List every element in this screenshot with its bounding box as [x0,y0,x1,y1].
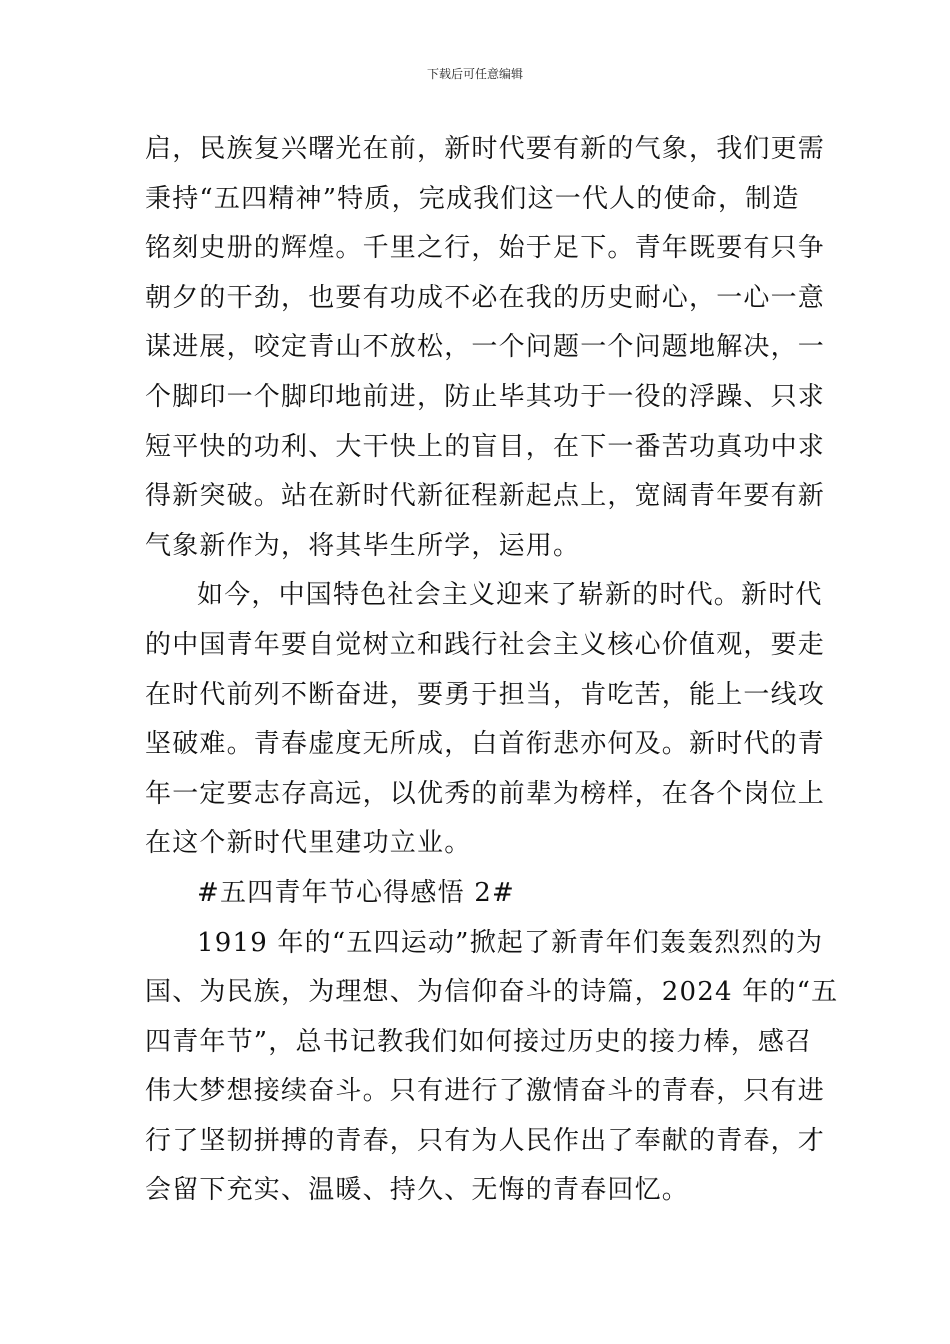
text-line: 伟大梦想接续奋斗。只有进行了激情奋斗的青春，只有进 [145,1076,826,1107]
text-line: 会留下充实、温暖、持久、无悔的青春回忆。 [145,1175,690,1206]
page-header-note: 下载后可任意编辑 [426,67,523,81]
text-line: 在这个新时代里建功立业。 [145,828,472,859]
text-line: 秉持“五四精神”特质，完成我们这一代人的使命，制造 [145,183,800,214]
text-line: 的中国青年要自觉树立和践行社会主义核心价值观，要走 [145,629,826,660]
text-line: 四青年节”，总书记教我们如何接过历史的接力棒，感召 [145,1026,813,1057]
text-line: 个脚印一个脚印地前进，防止毕其功于一役的浮躁、只求 [145,381,826,412]
text-line: 坚破难。青春虚度无所成，白首衔悲亦何及。新时代的青 [145,729,826,760]
text-line: 在时代前列不断奋进，要勇于担当，肯吃苦，能上一线攻 [145,679,826,710]
text-line: 启，民族复兴曙光在前，新时代要有新的气象，我们更需 [145,134,826,164]
text-line: 铭刻史册的辉煌。千里之行，始于足下。青年既要有只争 [145,233,826,264]
text-line: 年一定要志存高远，以优秀的前辈为榜样，在各个岗位上 [145,778,826,809]
section-heading: #五四青年节心得感悟 2# [197,877,515,908]
text-line: 朝夕的干劲，也要有功成不必在我的历史耐心，一心一意 [145,282,826,313]
paragraph-start-line: 如今，中国特色社会主义迎来了崭新的时代。新时代 [197,580,823,611]
text-line: 气象新作为，将其毕生所学，运用。 [145,530,581,561]
text-line: 得新突破。站在新时代新征程新起点上，宽阔青年要有新 [145,481,826,512]
paragraph-start-line: 1919 年的“五四运动”掀起了新青年们轰轰烈烈的为 [197,927,824,958]
text-line: 谋进展，咬定青山不放松，一个问题一个问题地解决，一 [145,332,826,363]
text-line: 短平快的功利、大干快上的盲目，在下一番苦功真功中求 [145,431,826,462]
document-body [145,125,839,1216]
text-line: 国、为民族，为理想、为信仰奋斗的诗篇，2024 年的“五 [145,977,839,1008]
text-line: 行了坚韧拼搏的青春，只有为人民作出了奉献的青春，才 [145,1125,826,1156]
